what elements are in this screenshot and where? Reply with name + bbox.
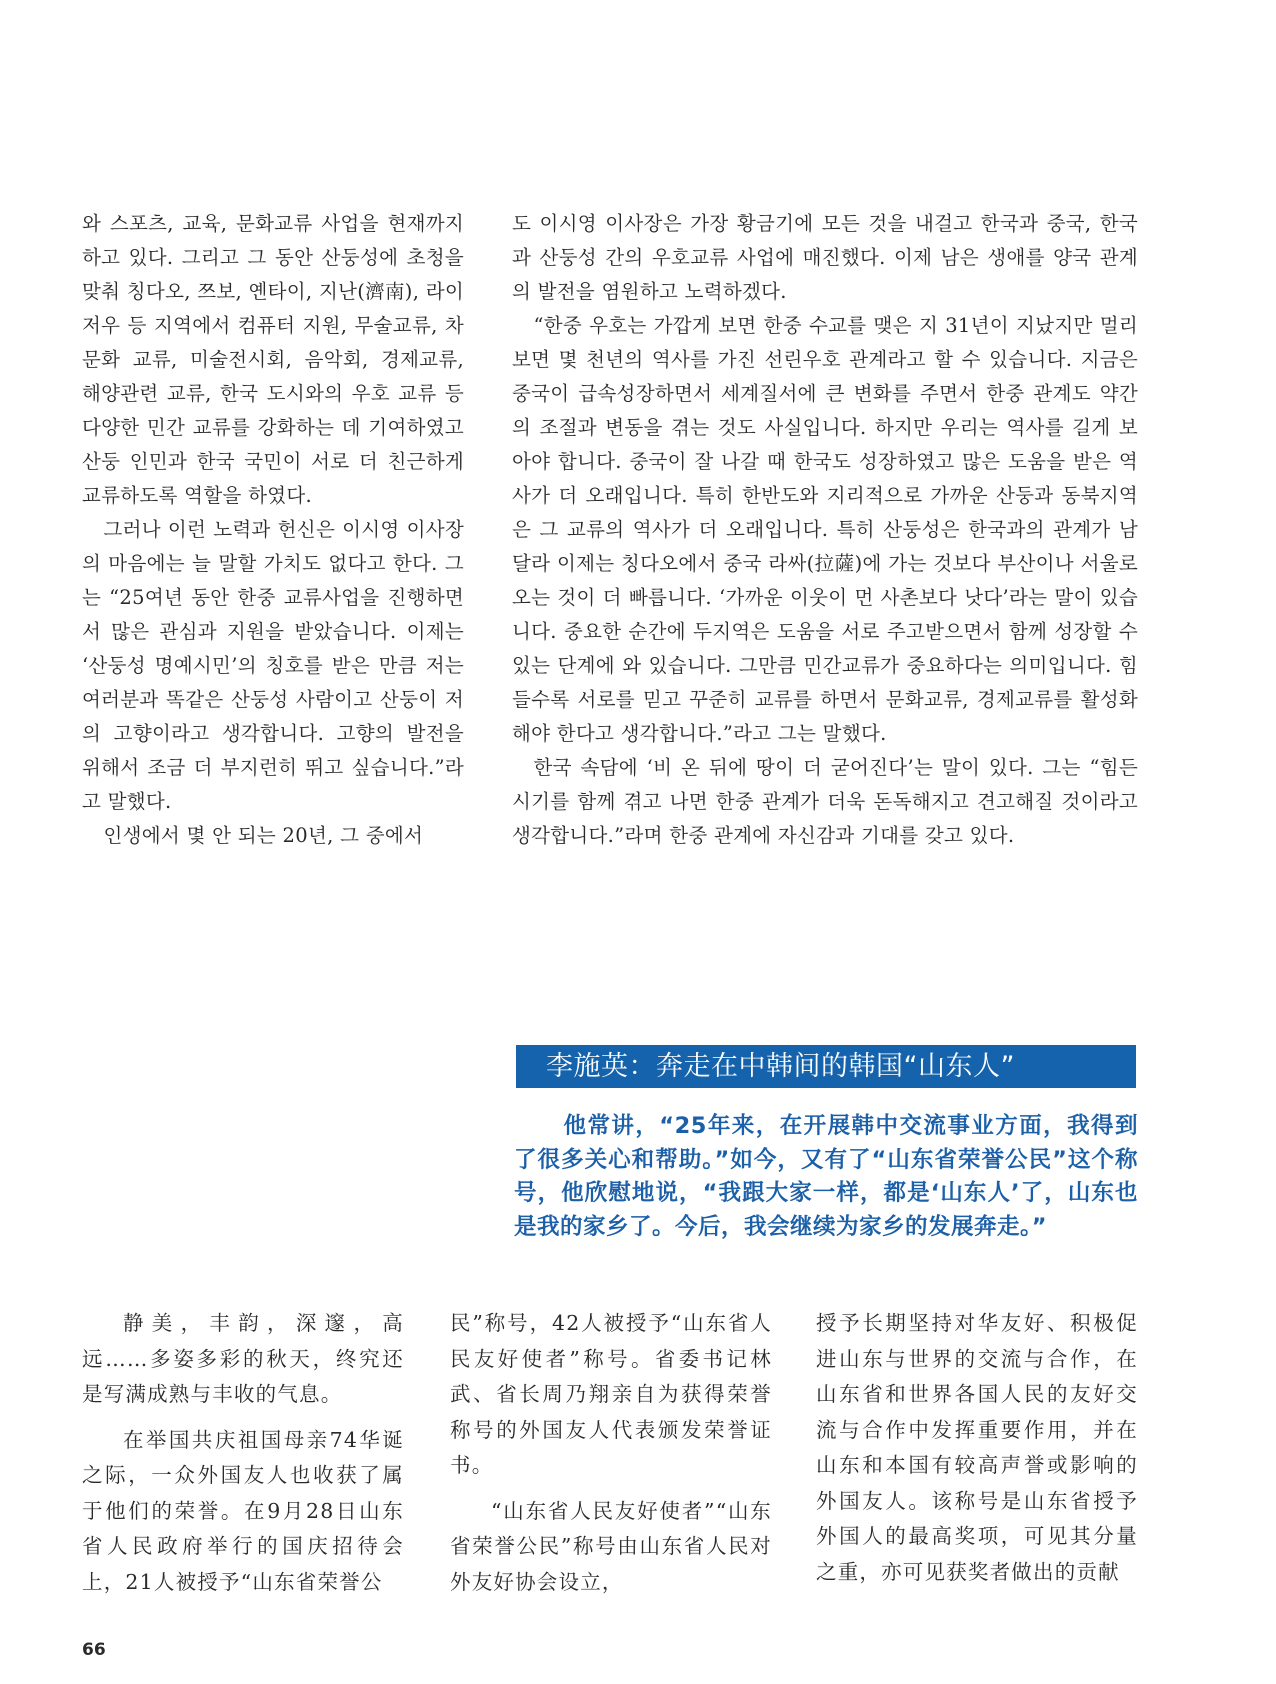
article-headline: 李施英：奔走在中韩间的韩国“山东人” bbox=[516, 1045, 1136, 1088]
korean-paragraph: 도 이시영 이사장은 가장 황금기에 모든 것을 내걸고 한국과 중국, 한국과 산둥성 간의 우호교류 사업에 매진했다. 이제 남은 생애를 양국 관계의 발전을 염원하고 노력하겠다. bbox=[512, 212, 1138, 303]
korean-paragraph: 한국 속담에 ‘비 온 뒤에 땅이 더 굳어진다’는 말이 있다. 그는 “힘든 시기를 함께 겪고 나면 한중 관계가 더욱 돈독해지고 견고해질 것이라고 생각합니다.”라며 한중 관계에 자신감과 기대를 갖고 있다. bbox=[512, 756, 1138, 847]
chinese-paragraph: 授予长期坚持对华友好、积极促进山东与世界的交流与合作，在山东省和世界各国人民的友好交流与合作中发挥重要作用，并在山东和本国有较高声誉或影响的外国友人。该称号是山东省授予外国人的最高奖项，可见其分量之重，亦可见获奖者做出的贡献 bbox=[816, 1311, 1138, 1584]
korean-right-column bbox=[512, 207, 1138, 853]
chinese-column-3 bbox=[816, 1306, 1138, 1590]
chinese-column-2 bbox=[450, 1306, 772, 1600]
chinese-column-1 bbox=[82, 1306, 404, 1600]
article-lead: 他常讲，“25年来，在开展韩中交流事业方面，我得到了很多关心和帮助。”如今，又有了“山东省荣誉公民”这个称号，他欣慰地说，“我跟大家一样，都是‘山东人’了，山东也是我的家乡了。今后，我会继续为家乡的发展奔走。” bbox=[514, 1113, 1138, 1240]
chinese-paragraph: 民”称号，42人被授予“山东省人民友好使者”称号。省委书记林武、省长周乃翔亲自为获得荣誉称号的外国友人代表颁发荣誉证书。 bbox=[450, 1311, 772, 1477]
korean-paragraph: 그러나 이런 노력과 헌신은 이시영 이사장의 마음에는 늘 말할 가치도 없다고 한다. 그는 “25여년 동안 한중 교류사업을 진행하면서 많은 관심과 지원을 받았습니다. 이제는 ‘산둥성 명예시민’의 칭호를 받은 만큼 저는 여러분과 똑같은 산둥성 사람이고 산둥이 저의 고향이라고 생각합니다. 고향의 발전을 위해서 조금 더 부지런히 뛰고 싶습니다.”라고 말했다. bbox=[82, 518, 464, 813]
korean-paragraph: 인생에서 몇 안 되는 20년, 그 중에서 bbox=[103, 824, 424, 847]
chinese-paragraph: 静美，丰韵，深邃，高远……多姿多彩的秋天，终究还是写满成熟与丰收的气息。 bbox=[82, 1311, 404, 1406]
korean-left-column bbox=[82, 207, 464, 853]
korean-paragraph: “한중 우호는 가깝게 보면 한중 수교를 맺은 지 31년이 지났지만 멀리 보면 몇 천년의 역사를 가진 선린우호 관계라고 할 수 있습니다. 지금은 중국이 급속성장하면서 세계질서에 큰 변화를 주면서 한중 관계도 약간의 조절과 변동을 겪는 것도 사실입니다. 하지만 우리는 역사를 길게 보아야 합니다. 중국이 잘 나갈 때 한국도 성장하였고 많은 도움을 받은 역사가 더 오래입니다. 특히 한반도와 지리적으로 가까운 산둥과 동북지역은 그 교류의 역사가 더 오래입니다. 특히 산둥성은 한국과의 관계가 남달라 이제는 칭다오에서 중국 라싸(拉薩)에 가는 것보다 부산이나 서울로 오는 것이 더 빠릅니다. ‘가까운 이웃이 먼 사촌보다 낫다’라는 말이 있습니다. 중요한 순간에 두지역은 도움을 서로 주고받으면서 함께 성장할 수 있는 단계에 와 있습니다. 그만큼 민간교류가 중요하다는 의미입니다. 힘들수록 서로를 믿고 꾸준히 교류를 하면서 문화교류, 경제교류를 활성화해야 한다고 생각합니다.”라고 그는 말했다. bbox=[512, 314, 1138, 745]
chinese-paragraph: 在举国共庆祖国母亲74华诞之际，一众外国友人也收获了属于他们的荣誉。在9月28日山东省人民政府举行的国庆招待会上，21人被授予“山东省荣誉公 bbox=[82, 1427, 404, 1594]
korean-paragraph: 와 스포츠, 교육, 문화교류 사업을 현재까지 하고 있다. 그리고 그 동안 산둥성에 초청을 맞춰 칭다오, 쯔보, 옌타이, 지난(濟南), 라이저우 등 지역에서 컴퓨터 지원, 무술교류, 차문화 교류, 미술전시회, 음악회, 경제교류, 해양관련 교류, 한국 도시와의 우호 교류 등 다양한 민간 교류를 강화하는 데 기여하였고 산둥 인민과 한국 국민이 서로 더 친근하게 교류하도록 역할을 하였다. bbox=[82, 212, 464, 507]
page-number: 66 bbox=[82, 1640, 106, 1660]
chinese-paragraph: “山东省人民友好使者”“山东省荣誉公民”称号由山东省人民对外友好协会设立， bbox=[450, 1498, 772, 1594]
